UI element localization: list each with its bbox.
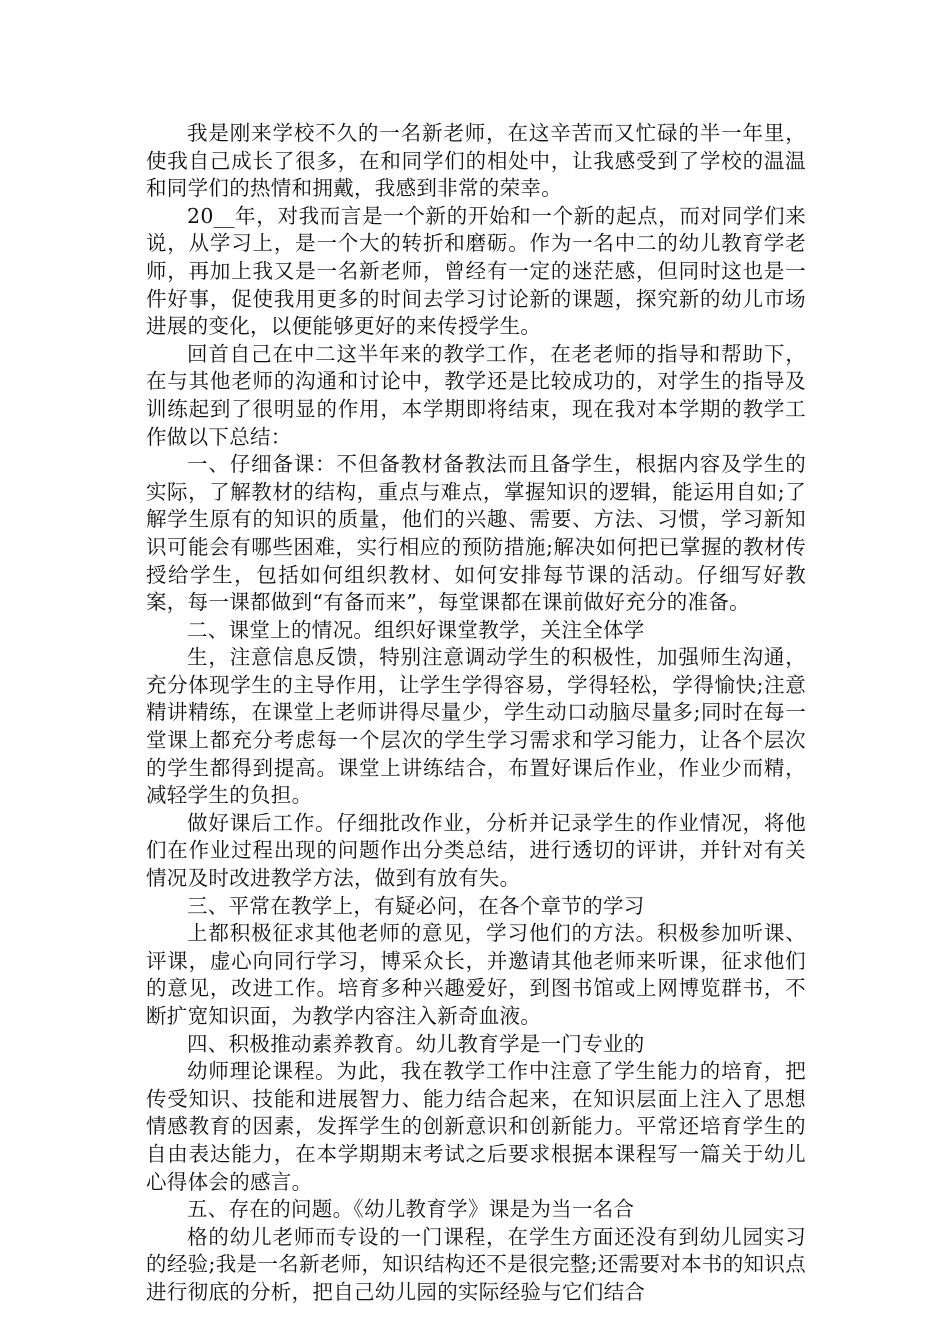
- paragraph-section-3-body: 上都积极征求其他老师的意见，学习他们的方法。积极参加听课、评课，虚心向同行学习，博采众长，并邀请其他老师来听课，征求他们的意见，改进工作。培育多种兴趣爱好，到图书馆或上网博览群书，不断扩宽知识面，为教学内容注入新奇血液。: [146, 921, 806, 1028]
- paragraph-section-5-body: 格的幼儿老师而专设的一门课程，在学生方面还没有到幼儿园实习的经验;我是一名新老师，知识结构还不是很完整;还需要对本书的知识点进行彻底的分析，把自己幼儿园的实际经验与它们结合: [146, 1224, 806, 1304]
- paragraph-section-4-heading: 四、积极推动素养教育。幼儿教育学是一门专业的: [187, 1031, 645, 1056]
- paragraph-section-5-heading: 五、存在的问题。《幼儿教育学》课是为当一名合: [187, 1197, 635, 1222]
- paragraph-section-4-body: 幼师理论课程。为此，我在教学工作中注意了学生能力的培育，把传受知识、技能和进展智力、能力结合起来，在知识层面上注入了思想情感教育的因素，发挥学生的创新意识和创新能力。平常还培育学生的自由表达能力，在本学期期末考试之后要求根据本课程写一篇关于幼儿心得体会的感言。: [146, 1059, 806, 1194]
- paragraph-intro: 我是刚来学校不久的一名新老师，在这辛苦而又忙碌的半一年里，使我自己成长了很多，在和同学们的相处中，让我感受到了学校的温温和同学们的热情和拥戴，我感到非常的荣幸。: [146, 121, 806, 201]
- paragraph-review: 回首自己在中二这半年来的教学工作，在老老师的指导和帮助下，在与其他老师的沟通和讨论中，教学还是比较成功的，对学生的指导及训练起到了很明显的作用，本学期即将结束，现在我对本学期的教学工作做以下总结：: [146, 341, 806, 449]
- document-body: [146, 120, 806, 1307]
- paragraph-section-3-heading: 三、平常在教学上，有疑必问，在各个章节的学习: [187, 893, 645, 918]
- paragraph-section-1: 一、仔细备课：不但备教材备教法而且备学生，根据内容及学生的实际，了解教材的结构，重点与难点，掌握知识的逻辑，能运用自如;了解学生原有的知识的质量，他们的兴趣、需要、方法、习惯，学习新知识可能会有哪些困难，实行相应的预防措施;解决如何把已掌握的教材传授给学生，包括如何组织教材、如何安排每节课的活动。仔细写好教案，每一课都做到“有备而来”，每堂课都在课前做好充分的准备。: [146, 452, 806, 615]
- paragraph-section-2-heading: 二、课堂上的情况。组织好课堂教学，关注全体学: [187, 617, 645, 642]
- paragraph-section-2-body: 生，注意信息反馈，特别注意调动学生的积极性，加强师生沟通，充分体现学生的主导作用，让学生学得容易，学得轻松，学得愉快;注意精讲精练，在课堂上老师讲得尽量少，学生动口动脑尽量多;同时在每一堂课上都充分考虑每一个层次的学生学习需求和学习能力，让各个层次的学生都得到提高。课堂上讲练结合，布置好课后作业，作业少而精，减轻学生的负担。: [146, 645, 806, 808]
- paragraph-after-class: 做好课后工作。仔细批改作业，分析并记录学生的作业情况，将他们在作业过程出现的问题作出分类总结，进行透切的评讲，并针对有关情况及时改进教学方法，做到有放有失。: [146, 810, 806, 891]
- paragraph-new-start: 20__年，对我而言是一个新的开始和一个新的起点，而对同学们来说，从学习上，是一个大的转折和磨砺。作为一名中二的幼儿教育学老师，再加上我又是一名新老师，曾经有一定的迷茫感，但同时这也是一件好事，促使我用更多的时间去学习讨论新的课题，探究新的幼儿市场进展的变化，以便能够更好的来传授学生。: [146, 203, 806, 339]
